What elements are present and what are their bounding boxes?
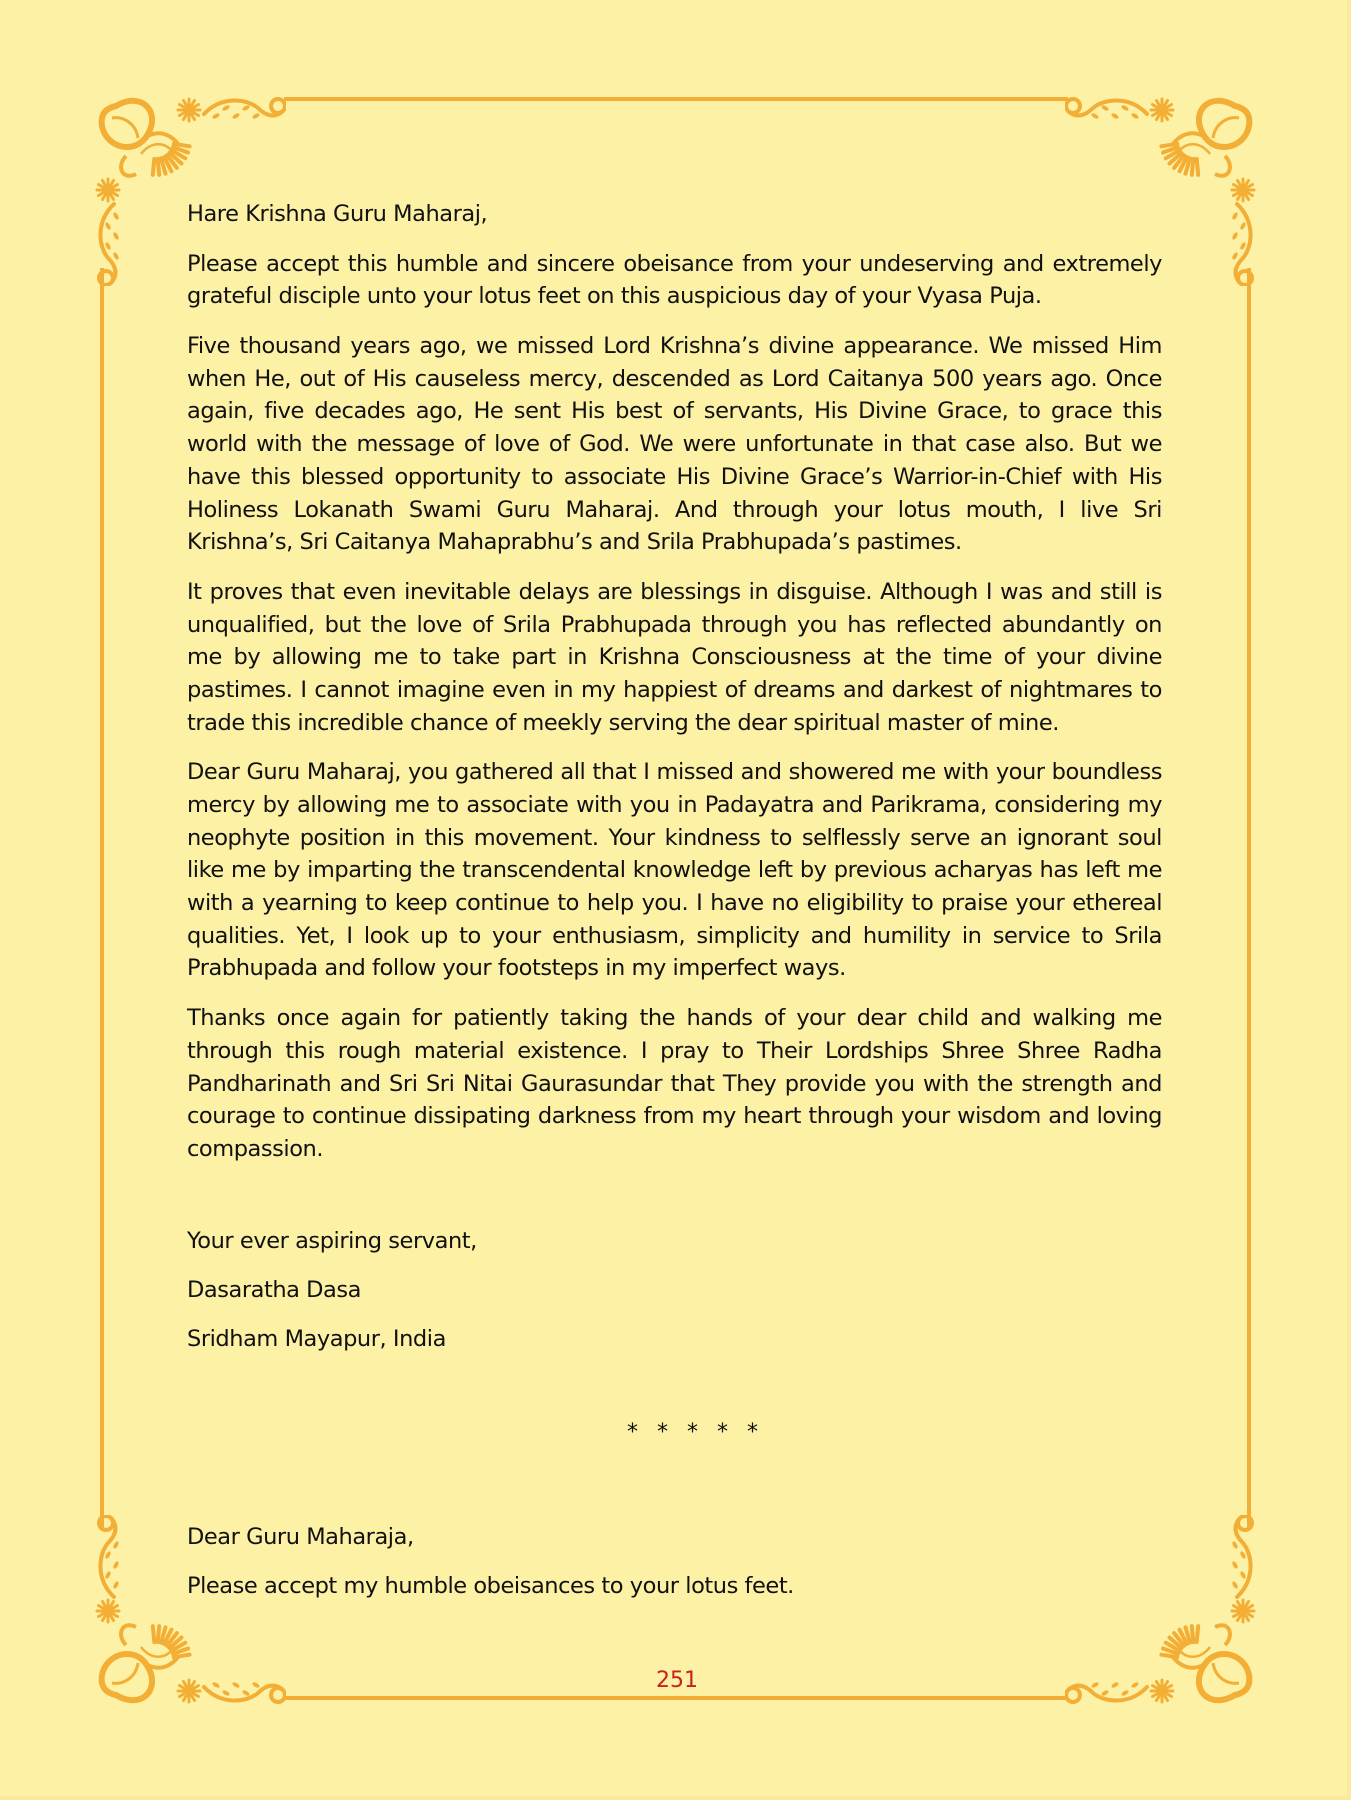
- paragraph-line: world with the message of love of God. We were unfortunate in that case also. But we: [187, 431, 1162, 458]
- paragraph-line: have this blessed opportunity to associate His Divine Grace’s Warrior-in-Chief with His: [187, 463, 1162, 490]
- paragraph-line: me by allowing me to take part in Krishna Consciousness at the time of your divine: [187, 644, 1162, 671]
- paragraph-line: Please accept this humble and sincere obeisance from your undeserving and extremely: [187, 250, 1162, 277]
- border-rule-right: [1247, 268, 1251, 1530]
- paragraph-line: compassion.: [187, 1135, 324, 1162]
- letter-paragraph: [187, 1002, 1162, 1165]
- second-letter-greeting: Dear Guru Maharaja,: [187, 1524, 414, 1550]
- paragraph-line: Pandharinath and Sri Sri Nitai Gaurasundar that They provide you with the strength and: [187, 1070, 1162, 1097]
- paragraph-line: Prabhupada and follow your footsteps in my imperfect ways.: [187, 955, 846, 982]
- letter-paragraph: [187, 576, 1162, 739]
- page-edge-bottom: [0, 1796, 1351, 1800]
- paragraph-line: pastimes. I cannot imagine even in my happiest of dreams and darkest of nightmares to: [187, 676, 1162, 703]
- letter-paragraph: [187, 756, 1162, 985]
- paragraph-line: Dear Guru Maharaj, you gathered all that I missed and showered me with your boundless: [187, 759, 1162, 786]
- paragraph-line: like me by imparting the transcendental knowledge left by previous acharyas has left me: [187, 857, 1162, 884]
- paragraph-line: again, five decades ago, He sent His best of servants, His Divine Grace, to grace this: [187, 398, 1162, 425]
- second-letter-first-line: Please accept my humble obeisances to your lotus feet.: [187, 1573, 794, 1599]
- paragraph-line: Five thousand years ago, we missed Lord Krishna’s divine appearance. We missed Him: [187, 333, 1162, 360]
- page-edge-right: [1347, 0, 1351, 1800]
- letter-body: [187, 198, 1162, 1183]
- paragraph-line: courage to continue dissipating darkness from my heart through your wisdom and loving: [187, 1103, 1162, 1130]
- letter-paragraph: [187, 248, 1162, 313]
- letter-signature: Dasaratha Dasa: [187, 1277, 362, 1303]
- floral-corner-bottom-right-icon: [1065, 1515, 1265, 1715]
- letter-greeting: Hare Krishna Guru Maharaj,: [187, 201, 488, 227]
- paragraph-line: It proves that even inevitable delays are blessings in disguise. Although I was and still is: [187, 578, 1162, 605]
- letter-closing: Your ever aspiring servant,: [187, 1228, 477, 1254]
- letter-paragraph: [187, 330, 1162, 559]
- border-rule-bottom: [284, 1696, 1068, 1700]
- paragraph-line: unqualified, but the love of Srila Prabhupada through you has reflected abundantly on: [187, 611, 1162, 638]
- paragraph-line: trade this incredible chance of meekly serving the dear spiritual master of mine.: [187, 709, 1059, 736]
- paragraph-line: neophyte position in this movement. Your kindness to selflessly serve an ignorant soul: [187, 824, 1162, 851]
- paragraph-line: Thanks once again for patiently taking the hands of your dear child and walking me: [187, 1005, 1162, 1032]
- paragraph-line: through this rough material existence. I pray to Their Lordships Shree Shree Radha: [187, 1037, 1162, 1064]
- paragraph-line: qualities. Yet, I look up to your enthusiasm, simplicity and humility in service to Srila: [187, 922, 1162, 949]
- paragraph-line: Holiness Lokanath Swami Guru Maharaj. And through your lotus mouth, I live Sri: [187, 496, 1162, 523]
- paragraph-line: grateful disciple unto your lotus feet on this auspicious day of your Vyasa Puja.: [187, 283, 1042, 310]
- paragraph-line: when He, out of His causeless mercy, descended as Lord Caitanya 500 years ago. Once: [187, 365, 1162, 392]
- paragraph-line: with a yearning to keep continue to help you. I have no eligibility to praise your ethereal: [187, 890, 1162, 917]
- border-rule-top: [284, 97, 1068, 101]
- page-number: 251: [656, 1668, 698, 1693]
- paragraph-line: mercy by allowing me to associate with you in Padayatra and Parikrama, considering my: [187, 792, 1162, 819]
- letter-paragraphs: [187, 248, 1162, 1166]
- section-separator: * * * * *: [627, 1420, 764, 1445]
- paragraph-line: Krishna’s, Sri Caitanya Mahaprabhu’s and Srila Prabhupada’s pastimes.: [187, 529, 962, 556]
- letter-location: Sridham Mayapur, India: [187, 1326, 446, 1352]
- border-rule-left: [100, 268, 104, 1530]
